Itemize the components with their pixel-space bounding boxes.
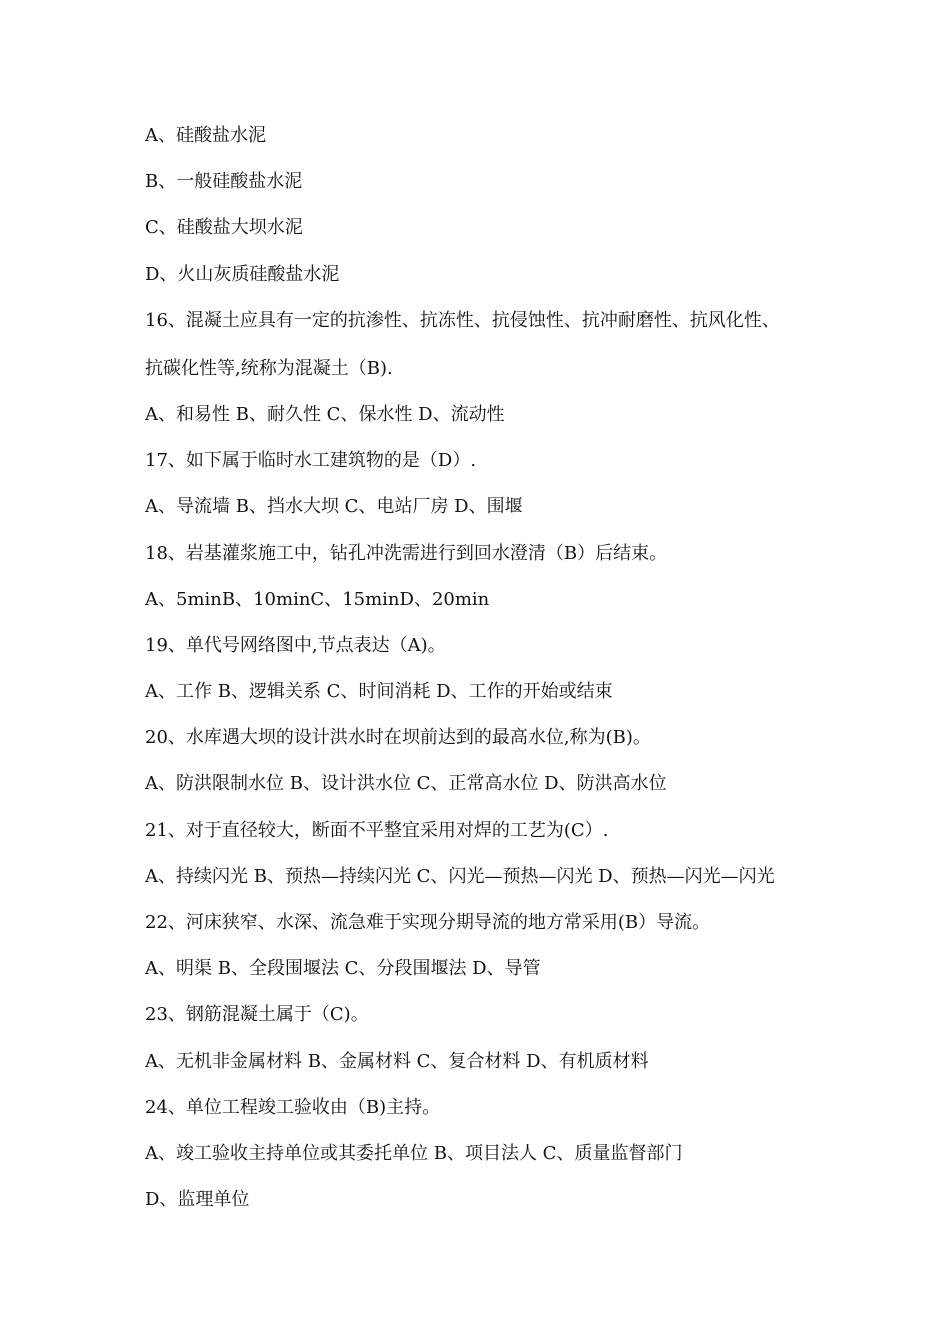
question-line: 17、如下属于临时水工建筑物的是（D）. — [145, 450, 477, 472]
option-line: B、一般硅酸盐水泥 — [145, 171, 303, 193]
document-body — [145, 116, 835, 1226]
option-line: D、火山灰质硅酸盐水泥 — [145, 263, 340, 285]
question-line: 24、单位工程竣工验收由（B)主持。 — [145, 1096, 441, 1118]
option-line: A、明渠 B、全段围堰法 C、分段围堰法 D、导管 — [145, 958, 541, 980]
option-line: A、硅酸盐水泥 — [145, 125, 266, 146]
question-line: 21、对于直径较大，断面不平整宜采用对焊的工艺为(C）. — [145, 819, 609, 841]
question-line: 19、单代号网络图中,节点表达（A)。 — [145, 634, 446, 656]
option-line: A、5minB、10minC、15minD、20min — [145, 588, 490, 610]
question-line: 18、岩基灌浆施工中，钻孔冲洗需进行到回水澄清（B）后结束。 — [145, 542, 668, 564]
question-line: 20、水库遇大坝的设计洪水时在坝前达到的最高水位,称为(B)。 — [145, 727, 651, 749]
option-line: D、监理单位 — [145, 1189, 250, 1211]
option-line: A、和易性 B、耐久性 C、保水性 D、流动性 — [145, 403, 505, 425]
option-line: A、竣工验收主持单位或其委托单位 B、项目法人 C、质量监督部门 — [145, 1142, 683, 1164]
option-line: C、硅酸盐大坝水泥 — [145, 217, 303, 239]
option-line: A、防洪限制水位 B、设计洪水位 C、正常高水位 D、防洪高水位 — [145, 773, 667, 795]
option-line: A、工作 B、逻辑关系 C、时间消耗 D、工作的开始或结束 — [145, 681, 613, 703]
option-line: A、无机非金属材料 B、金属材料 C、复合材料 D、有机质材料 — [145, 1050, 649, 1072]
question-line: 23、钢筋混凝土属于（C)。 — [145, 1004, 369, 1026]
question-line: 16、混凝土应具有一定的抗渗性、抗冻性、抗侵蚀性、抗冲耐磨性、抗风化性、 — [145, 309, 780, 331]
question-line: 22、河床狭窄、水深、流急难于实现分期导流的地方常采用(B）导流。 — [145, 912, 711, 933]
option-line: A、持续闪光 B、预热—持续闪光 C、闪光—预热—闪光 D、预热—闪光—闪光 — [145, 865, 775, 887]
question-line-continuation: 抗碳化性等,统称为混凝土（B). — [145, 357, 393, 379]
option-line: A、导流墙 B、挡水大坝 C、电站厂房 D、围堰 — [145, 496, 523, 518]
